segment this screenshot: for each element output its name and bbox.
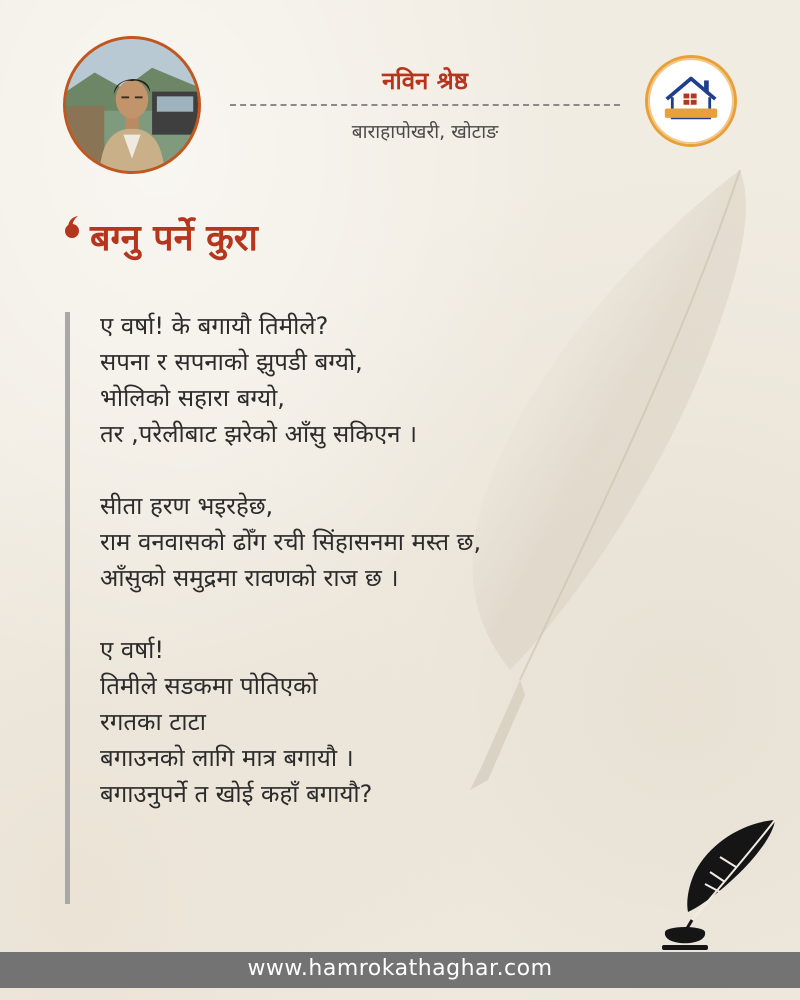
- stanza: [100, 488, 720, 596]
- poem-line: बगाउनुपर्ने त खोई कहाँ बगायौ?: [100, 780, 373, 808]
- poem-line: आँसुको समुद्रमा रावणको राज छ ।: [100, 564, 399, 592]
- author-avatar: [63, 36, 201, 174]
- poem-line: राम वनवासको ढोँग रची सिंहासनमा मस्त छ,: [100, 528, 482, 556]
- quill-inkpot-icon: [650, 812, 780, 952]
- site-logo[interactable]: [645, 55, 737, 147]
- author-name: नविन श्रेष्ठ: [382, 67, 468, 95]
- poem-line: सपना र सपनाको झुपडी बग्यो,: [100, 348, 363, 376]
- author-location: बाराहापोखरी, खोटाङ: [351, 121, 499, 143]
- quote-mark-icon: [62, 214, 82, 240]
- footer-website-link[interactable]: www.hamrokathaghar.com: [247, 956, 553, 981]
- poem-body: [100, 308, 720, 848]
- poem-line: सीता हरण भइरहेछ,: [100, 492, 274, 520]
- poem-title: बग्नु पर्ने कुरा: [90, 218, 258, 259]
- stanza: [100, 308, 720, 452]
- poem-line: तिमीले सडकमा पोतिएको: [100, 672, 318, 700]
- poem-line: रगतका टाटा: [100, 708, 206, 736]
- poem-line: बगाउनको लागि मात्र बगायौ ।: [100, 744, 354, 772]
- house-icon: [648, 58, 734, 144]
- author-divider: [230, 104, 620, 106]
- poem-line: तर ,परेलीबाट झरेको आँसु सकिएन ।: [100, 420, 418, 448]
- poem-line: भोलिको सहारा बग्यो,: [100, 384, 285, 412]
- poem-line: ए वर्षा!: [100, 636, 164, 664]
- poem-side-bar: [65, 312, 70, 904]
- poem-line: ए वर्षा! के बगायौ तिमीले?: [100, 312, 329, 340]
- stanza: [100, 632, 720, 812]
